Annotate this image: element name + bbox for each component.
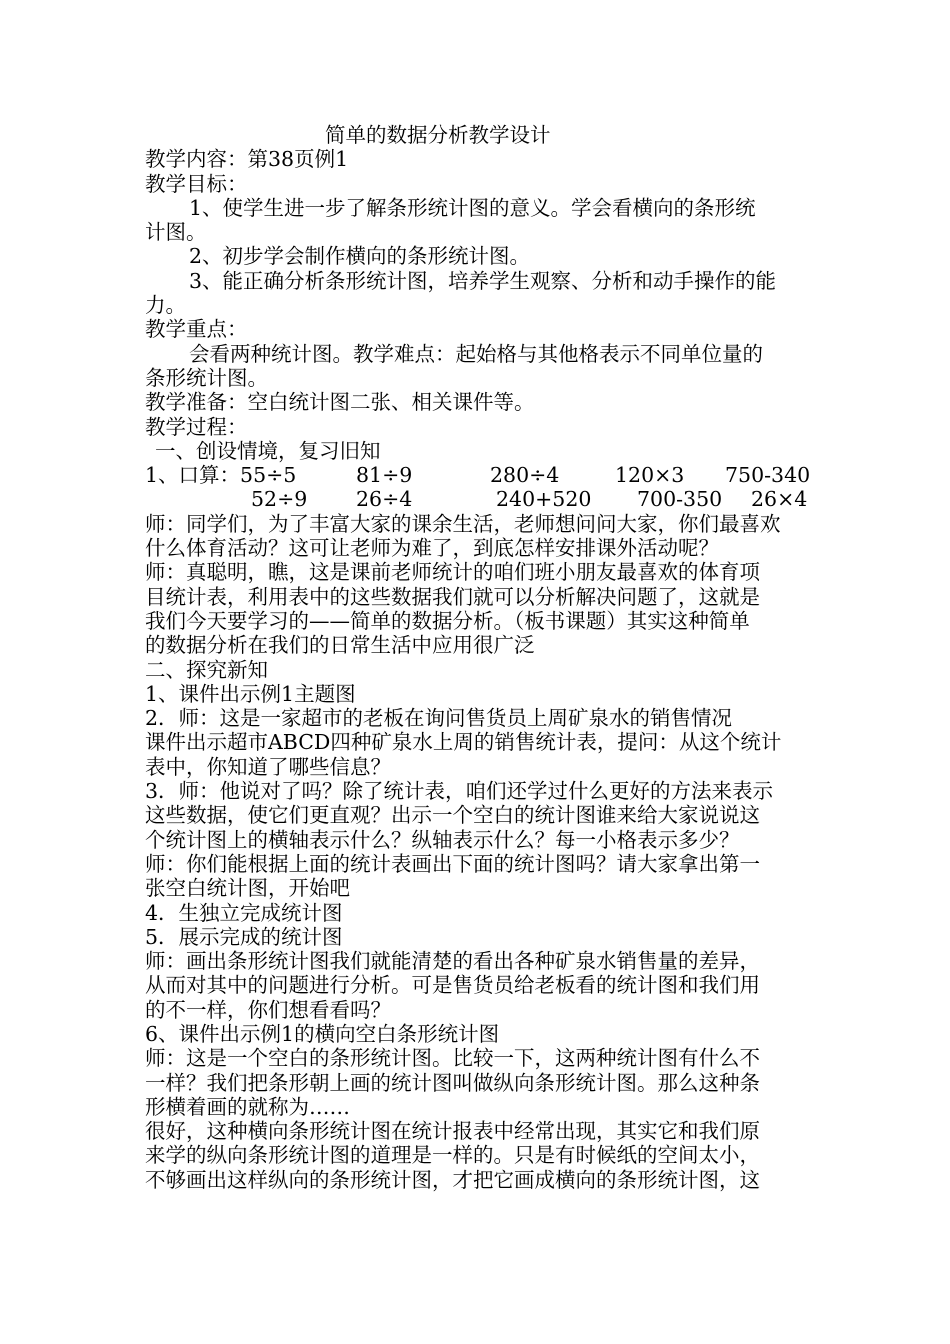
body-line: 课件出示超市ABCD四种矿泉水上周的销售统计表，提问：从这个统计 bbox=[145, 730, 782, 755]
body-line: 3．师：他说对了吗？除了统计表，咱们还学过什么更好的方法来表示 bbox=[145, 779, 774, 804]
body-line: 1、课件出示例1主题图 bbox=[145, 681, 356, 706]
body-line: 这些数据，使它们更直观？出示一个空白的统计图谁来给大家说说这 bbox=[145, 803, 760, 828]
calc-item: 26×4 bbox=[751, 487, 808, 512]
section-heading-1: 一、创设情境，复习旧知 bbox=[155, 438, 381, 463]
body-line: 很好，这种横向条形统计图在统计报表中经常出现，其实它和我们原 bbox=[145, 1119, 760, 1144]
body-line: 什么体育活动？这可让老师为难了，到底怎样安排课外活动呢？ bbox=[145, 536, 719, 561]
calc-row-2 bbox=[145, 487, 810, 511]
preparation: 教学准备：空白统计图二张、相关课件等。 bbox=[145, 390, 535, 415]
calc-item: 240+520 bbox=[496, 487, 592, 512]
goal-3-cont: 力。 bbox=[145, 293, 186, 318]
goal-3: 3、能正确分析条形统计图，培养学生观察、分析和动手操作的能 bbox=[189, 268, 777, 293]
body-line: 5．展示完成的统计图 bbox=[145, 924, 343, 949]
calc-item: 280÷4 bbox=[490, 463, 560, 488]
body-line: 6、课件出示例1的横向空白条形统计图 bbox=[145, 1021, 500, 1046]
document-title: 简单的数据分析教学设计 bbox=[325, 123, 551, 147]
key-points-cont: 条形统计图。 bbox=[145, 365, 268, 390]
calc-item: 700-350 bbox=[637, 487, 723, 512]
body-line: 不够画出这样纵向的条形统计图，才把它画成横向的条形统计图，这 bbox=[145, 1167, 760, 1192]
key-points-label: 教学重点： bbox=[145, 317, 248, 342]
body-line: 表中，你知道了哪些信息？ bbox=[145, 754, 391, 779]
body-line: 师：同学们，为了丰富大家的课余生活，老师想问问大家，你们最喜欢 bbox=[145, 511, 781, 536]
body-line: 的不一样，你们想看看吗？ bbox=[145, 997, 391, 1022]
body-line: 4．生独立完成统计图 bbox=[145, 900, 343, 925]
body-line: 从而对其中的问题进行分析。可是售货员给老板看的统计图和我们用 bbox=[145, 973, 760, 998]
body-line: 师：真聪明，瞧，这是课前老师统计的咱们班小朋友最喜欢的体育项 bbox=[145, 560, 760, 585]
body-line: 师：画出条形统计图我们就能清楚的看出各种矿泉水销售量的差异， bbox=[145, 949, 760, 974]
body-line: 张空白统计图，开始吧 bbox=[145, 876, 350, 901]
key-points: 会看两种统计图。教学难点：起始格与其他格表示不同单位量的 bbox=[189, 341, 763, 366]
content-line: 教学内容：第38页例1 bbox=[145, 147, 349, 172]
calc-item: 26÷4 bbox=[356, 487, 413, 512]
body-line: 个统计图上的横轴表示什么？纵轴表示什么？每一小格表示多少？ bbox=[145, 827, 740, 852]
body-line: 师：你们能根据上面的统计表画出下面的统计图吗？请大家拿出第一 bbox=[145, 851, 760, 876]
calc-item: 750-340 bbox=[725, 463, 811, 488]
document-body bbox=[145, 512, 810, 1192]
calc-item: 81÷9 bbox=[356, 463, 413, 488]
goal-1-cont: 计图。 bbox=[145, 220, 207, 245]
calc-item: 120×3 bbox=[615, 463, 685, 488]
document-content bbox=[145, 123, 810, 1192]
body-line: 形横着画的就称为…… bbox=[145, 1094, 350, 1119]
body-line: 二、探究新知 bbox=[145, 657, 268, 682]
goal-2: 2、初步学会制作横向的条形统计图。 bbox=[189, 244, 531, 269]
body-line: 的数据分析在我们的日常生活中应用很广泛 bbox=[145, 633, 535, 658]
goal-1: 1、使学生进一步了解条形统计图的意义。学会看横向的条形统 bbox=[189, 195, 756, 220]
calc-row-1 bbox=[145, 463, 810, 487]
body-line: 目统计表，利用表中的这些数据我们就可以分析解决问题了，这就是 bbox=[145, 584, 760, 609]
body-line: 2．师：这是一家超市的老板在询问售货员上周矿泉水的销售情况 bbox=[145, 706, 733, 731]
calc-item: 52÷9 bbox=[251, 487, 308, 512]
goals-label: 教学目标： bbox=[145, 171, 248, 196]
body-line: 一样？我们把条形朝上画的统计图叫做纵向条形统计图。那么这种条 bbox=[145, 1070, 760, 1095]
body-line: 师：这是一个空白的条形统计图。比较一下，这两种统计图有什么不 bbox=[145, 1046, 760, 1071]
process-label: 教学过程： bbox=[145, 414, 248, 439]
body-line: 来学的纵向条形统计图的道理是一样的。只是有时候纸的空间太小， bbox=[145, 1143, 760, 1168]
calc-item: 1、口算：55÷5 bbox=[145, 463, 297, 488]
body-line: 我们今天要学习的——简单的数据分析。（板书课题）其实这种简单 bbox=[145, 608, 750, 633]
